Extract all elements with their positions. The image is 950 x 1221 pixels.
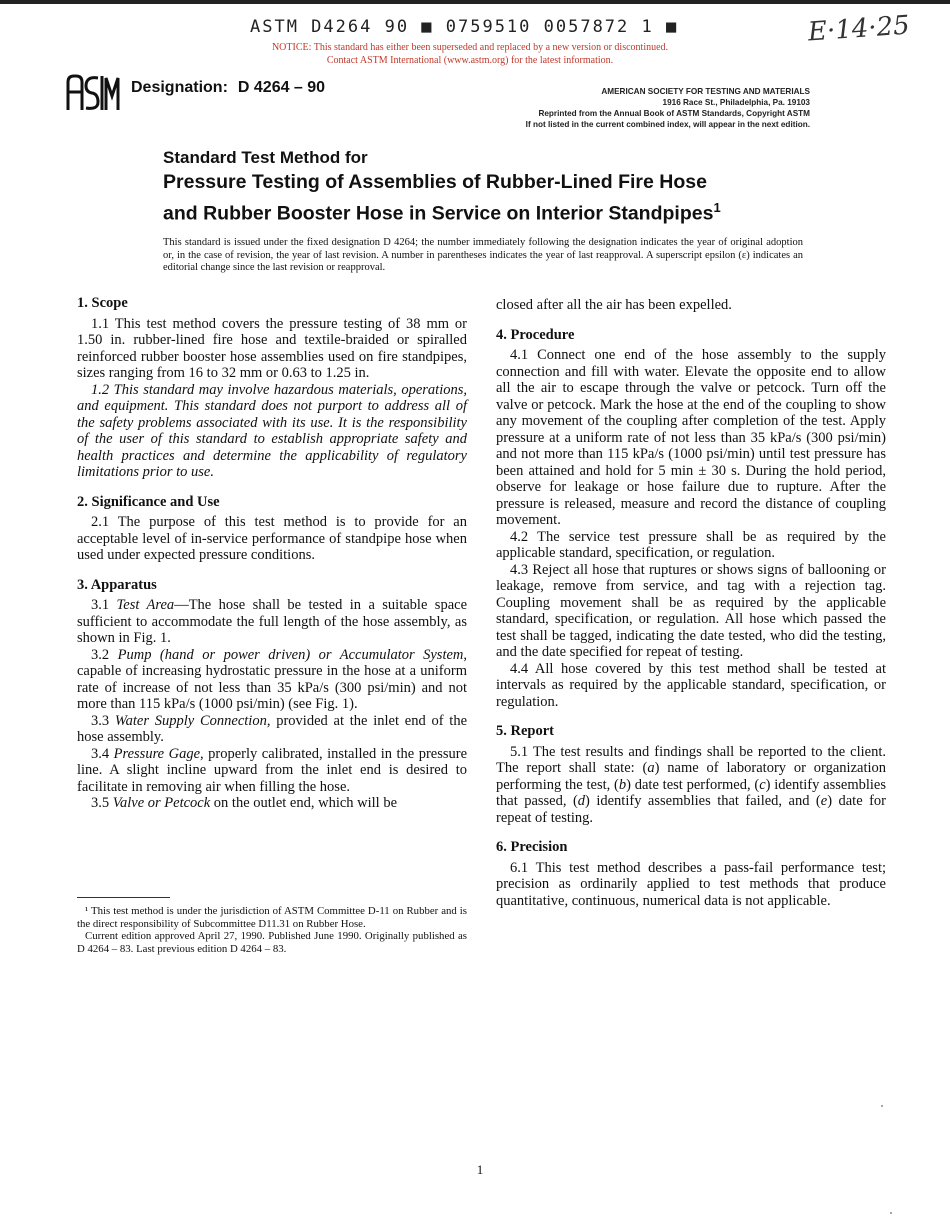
handwritten-note: E·14·25 (807, 10, 911, 48)
page-number: 1 (476, 1162, 484, 1177)
title-line-2: Pressure Testing of Assemblies of Rubber-Lined Fire Hose (163, 171, 707, 193)
scan-speck (890, 1212, 892, 1214)
para-term: Pump (hand or power driven) or Accumulator System (117, 646, 464, 663)
para-text: , capable of increasing hydrostatic pressure in the hose at a uniform rate of increase of not less than 35 kPa/s (300 psi/min) and not more than 115 kPa/s (1000 psi/min) (see Fig. 1). (77, 646, 468, 712)
report-text: ) identify assemblies that passed, ( (496, 776, 886, 809)
para-num: 3.4 (91, 745, 110, 762)
paragraph-3-5 (77, 795, 467, 812)
notice-line-2: Contact ASTM International (www.astm.org) for the latest information. (326, 55, 614, 66)
left-column (77, 295, 467, 812)
title-line-3 (163, 195, 803, 227)
report-text: 5.1 The test results and findings shall be reported to the client. The report shall state: ( (496, 743, 886, 776)
para-term: Valve or Petcock (112, 795, 211, 811)
astm-logo-icon (64, 72, 120, 114)
footnote-p2: Current edition approved April 27, 1990. Published June 1990. Originally published as D 4264 – 83. Last previous edition D 4264 – 83. (77, 930, 467, 955)
document-title (163, 146, 803, 227)
report-item-letter: d (577, 793, 586, 809)
para-num: 3.5 (91, 795, 110, 811)
designation (131, 79, 325, 97)
supersession-notice (200, 41, 740, 67)
notice-line-1: NOTICE: This standard has either been superseded and replaced by a new version or discontinued. (271, 42, 669, 53)
footnote-p1: ¹ This test method is under the jurisdiction of ASTM Committee D-11 on Rubber and is the direct responsibility of Subcommittee D11.31 on Rubber Hose. (77, 905, 467, 930)
paragraph-3-5-continued: closed after all the air has been expelled. (496, 297, 732, 313)
footnote-rule (77, 897, 170, 898)
report-text: ) identify assemblies that failed, and ( (585, 793, 821, 809)
para-term: Test Area (116, 597, 175, 613)
society-name: AMERICAN SOCIETY FOR TESTING AND MATERIALS (601, 87, 810, 96)
report-item-letter: c (759, 776, 766, 793)
report-text: ) date for repeat of testing. (496, 793, 887, 826)
report-item-letter: b (618, 776, 627, 793)
scan-speck (881, 1105, 883, 1107)
section-heading-report: 5. Report (496, 723, 554, 739)
paragraph-1-2: 1.2 This standard may involve hazardous materials, operations, and equipment. This standard does not purport to address all of the safety problems associated with its use. It is the responsibility of the user of this standard to establish appropriate safety and health practices and determine the applicability of regulatory limitations prior to use. (77, 381, 467, 480)
paragraph-2-1: 2.1 The purpose of this test method is to provide for an acceptable level of in-service performance of standpipe hose when used under expected pressure conditions. (77, 514, 467, 563)
report-item-letter: e (820, 793, 828, 809)
report-item-letter: a (647, 760, 655, 776)
para-text: , properly calibrated, installed in the pressure line. A slight incline upward from the inlet end is desired to facilitate in removing air when filling the hose. (77, 745, 468, 795)
paragraph-3-2 (77, 647, 467, 713)
para-num: 3.1 (91, 597, 110, 613)
designation-label: Designation: (131, 79, 228, 96)
section-heading-significance: 2. Significance and Use (77, 493, 220, 510)
paragraph-4-1: 4.1 Connect one end of the hose assembly to the supply connection and fill with water. Elevate the opposite end to allow all the air to escape through the valve or petcock. Turn off the valve or petcock. Mark the hose at the end of the coupling to show any movement of the coupling after completion of the test. Apply pressure at a uniform rate of not less than 35 kPa/s (300 psi/min) and not more than 115 kPa/s (1000 psi/min) until test pressure has been attained and hold for 5 min ± 30 s. During the hold period, observe for leakage or hose failure due to rupture. After the pressure is released, measure and record the distance of coupling movement. (496, 347, 886, 528)
section-heading-procedure: 4. Procedure (496, 326, 575, 343)
para-text: —The hose shall be tested in a suitable space sufficient to accommodate the full length of the hose assembly, as shown in Fig. 1. (77, 597, 468, 646)
para-num: 3.2 (91, 646, 110, 663)
paragraph-1-1: 1.1 This test method covers the pressure testing of 38 mm or 1.50 in. rubber-lined fire hose and textile-braided or spiralled reinforced rubber booster hose assemblies used on fire standpipes, sizes ranging from 16 to 32 mm or 0.63 to 1.25 in. (77, 315, 467, 381)
society-block (470, 86, 810, 130)
society-address: 1916 Race St., Philadelphia, Pa. 19103 (662, 98, 810, 107)
para-num: 3.3 (91, 712, 110, 729)
designation-value: D 4264 – 90 (237, 79, 326, 96)
title-line-3-text: and Rubber Booster Hose in Service on Interior Standpipes (163, 202, 714, 225)
section-heading-scope: 1. Scope (77, 295, 128, 311)
footnote (77, 905, 467, 955)
paragraph-5-1 (496, 744, 886, 827)
paragraph-3-1 (77, 597, 467, 647)
document-barcode: ASTM D4264 90 ■ 0759510 0057872 1 ■ (250, 17, 679, 37)
para-term: Water Supply Connection (114, 712, 267, 729)
paragraph-4-3: 4.3 Reject all hose that ruptures or shows signs of ballooning or leakage, remove from service, and tag with a rejection tag. Coupling movement shall be as required by the applicable standard, specification, or regulation. All hose which passed the test shall be tagged, indicating the date tested, who did the testing, and the date specified for repeat of testing. (496, 561, 886, 660)
paragraph-6-1: 6.1 This test method describes a pass-fail performance test; precision as ordinarily applied to test methods that produce quantitative, continuous, numerical data is not applicable. (496, 859, 886, 909)
right-column (496, 297, 886, 909)
section-heading-precision: 6. Precision (496, 839, 568, 855)
paragraph-3-3 (77, 713, 467, 746)
title-line-1: Standard Test Method for (163, 148, 368, 167)
issued-note: This standard is issued under the fixed designation D 4264; the number immediately following the designation indicates the year of original adoption or, in the case of revision, the year of last revision. A number in parentheses indicates the year of last reapproval. A superscript epsilon (ε) indicates an editorial change since the last revision or reapproval. (163, 237, 803, 273)
society-reprint: Reprinted from the Annual Book of ASTM Standards, Copyright ASTM (538, 109, 810, 118)
title-footnote-mark: 1 (713, 200, 721, 215)
paragraph-3-4 (77, 746, 467, 796)
top-scan-edge (0, 0, 950, 4)
para-term: Pressure Gage (113, 745, 201, 762)
society-index: If not listed in the current combined index, will appear in the next edition. (525, 120, 810, 129)
para-text: , provided at the inlet end of the hose assembly. (77, 712, 468, 745)
paragraph-4-4: 4.4 All hose covered by this test method shall be tested at intervals as required by the applicable standard, specification, or regulation. (496, 660, 886, 710)
report-text: ) name of laboratory or organization performing the test, ( (496, 760, 887, 793)
section-heading-apparatus: 3. Apparatus (77, 576, 157, 593)
paragraph-4-2: 4.2 The service test pressure shall be as required by the applicable standard, specification, or regulation. (496, 528, 886, 561)
para-text: on the outlet end, which will be (210, 795, 398, 811)
report-text: ) date test performed, ( (626, 776, 760, 793)
